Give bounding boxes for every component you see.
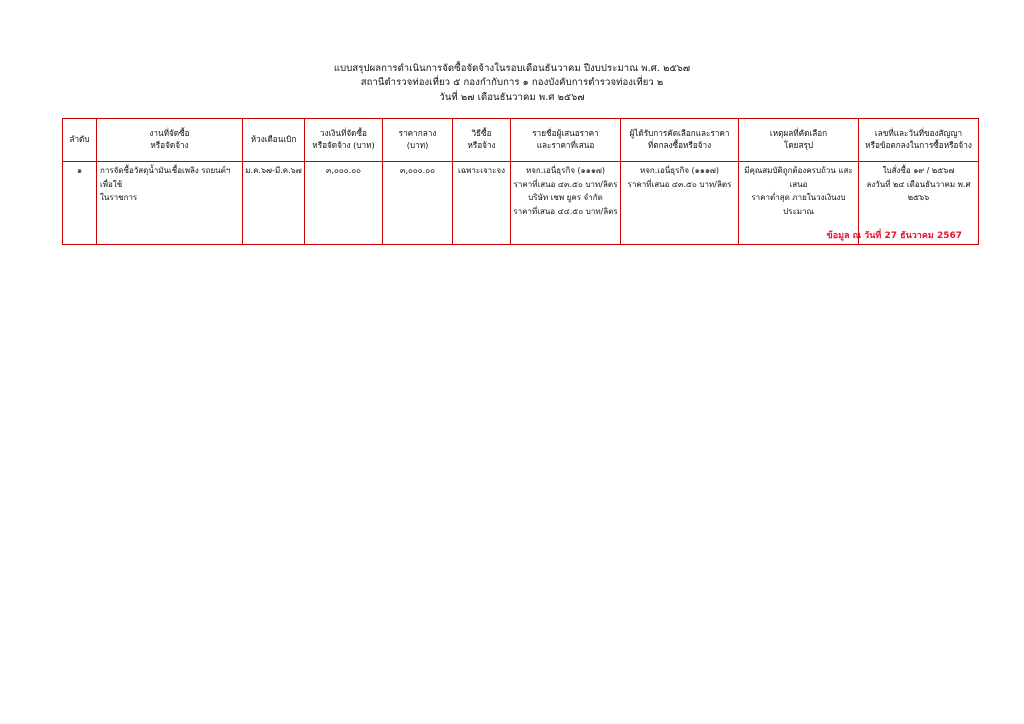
column-header-contract: เลขที่และวันที่ของสัญญา หรือข้อตกลงในการซื้อหรือจ้าง xyxy=(859,119,979,162)
header-line-3: วันที่ ๒๗ เดือนธันวาคม พ.ศ ๒๕๖๗ xyxy=(439,91,585,103)
cell-proposer: หจก.เอนี่ธุรกิจ (๑๑๑๗) ราคาที่เสนอ ๔๓.๕๐ บาท/ลิตร บริษัท เชพ ยูคร จำกัด ราคาที่เสนอ ๔๔.๕๐ บาท/ลิตร xyxy=(511,162,621,245)
procurement-table xyxy=(62,118,979,245)
cell-winner: หจก.เอนี่ธุรกิจ (๑๑๑๗) ราคาที่เสนอ ๔๓.๕๐ บาท/ลิตร xyxy=(621,162,739,245)
header-line-2: สถานีตำรวจท่องเที่ยว ๕ กองกำกับการ ๑ กองบังคับการตำรวจท่องเที่ยว ๒ xyxy=(360,77,664,89)
cell-budget: ๓,๐๐๐.๐๐ xyxy=(305,162,383,245)
column-header-method: วิธีซื้อ หรือจ้าง xyxy=(453,119,511,162)
column-header-midprice: ราคากลาง (บาท) xyxy=(383,119,453,162)
column-header-winner: ผู้ได้รับการคัดเลือกและราคา ที่ตกลงซื้อหรือจ้าง xyxy=(621,119,739,162)
cell-no: ๑ xyxy=(63,162,97,245)
cell-reason: มีคุณสมบัติถูกต้องครบถ้วน แสะเสนอ ราคาต่ำสุด ภายในวงเงินงบประมาณ xyxy=(739,162,859,245)
document-header xyxy=(0,62,1024,105)
data-as-of-note: ข้อมูล ณ วันที่ 27 ธันวาคม 2567 xyxy=(826,231,962,241)
column-header-work: งานที่จัดซื้อ หรือจัดจ้าง xyxy=(97,119,243,162)
cell-method: เฉพาะเจาะจง xyxy=(453,162,511,245)
header-line-1: แบบสรุปผลการดำเนินการจัดซื้อจัดจ้างในรอบเดือนธันวาคม ปีงบประมาณ พ.ศ. ๒๕๖๗ xyxy=(333,63,691,74)
column-header-reason: เหตุผลที่คัดเลือก โดยสรุป xyxy=(739,119,859,162)
cell-contract: ใบสั่งซื้อ ๑๙ / ๒๕๖๗ ลงวันที่ ๒๔ เดือนธันวาคม พ.ศ ๒๕๖๖ xyxy=(859,162,979,245)
procurement-table-wrapper xyxy=(62,118,972,245)
column-header-budget: วงเงินที่จัดซื้อ หรือจัดจ้าง (บาท) xyxy=(305,119,383,162)
column-header-month: ห้วงเดือนเบิก xyxy=(243,119,305,162)
cell-month: ม.ค.๖๗-มี.ค.๖๗ xyxy=(243,162,305,245)
cell-midprice: ๓,๐๐๐.๐๐ xyxy=(383,162,453,245)
cell-work: การจัดซื้อวัสดุน้ำมันเชื้อเพลิง รถยนต์ฯ เพื่อใช้ ในราชการ xyxy=(97,162,243,245)
column-header-proposer: รายชื่อผู้เสนอราคา และราคาที่เสนอ xyxy=(511,119,621,162)
table-header-row xyxy=(63,119,979,162)
column-header-no: ลำดับ xyxy=(63,119,97,162)
